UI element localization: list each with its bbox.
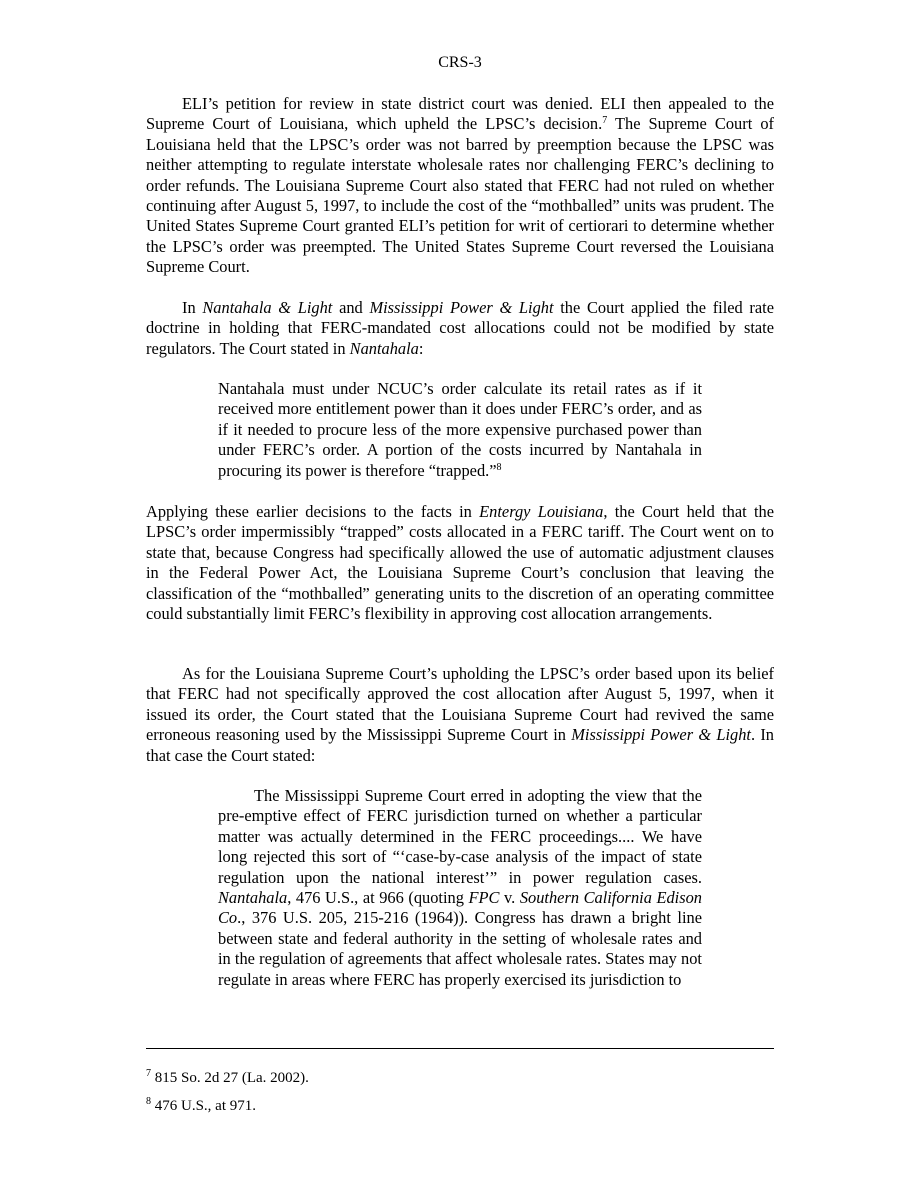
paragraph-text: . In that case the Court stated: — [146, 725, 774, 765]
paragraph-text: The Supreme Court of Louisiana held that the LPSC’s order was not barred by preemption because the LPSC was neither attempting to regulate interstate wholesale rates nor challenging FERC’s declining to order refunds. The Louisiana Supreme Court also stated that FERC had not ruled on whether continuing after August 5, 1997, to include the cost of the “mothballed” units was prudent. The United States Supreme Court granted ELI’s petition for writ of certiorari to determine whether the LPSC’s order was preempted. The United States Supreme Court reversed the Louisiana Supreme Court. — [146, 114, 774, 277]
case-name: Southern California Edison Co — [218, 888, 702, 928]
footnote-number: 7 — [146, 1068, 151, 1079]
footnote-7 — [146, 1069, 774, 1087]
page-header: CRS-3 — [438, 54, 482, 71]
case-name: Mississippi Power & Light — [369, 298, 554, 317]
footnote-number: 8 — [146, 1096, 151, 1107]
paragraph-eli-petition — [146, 94, 774, 278]
paragraph-text: ELI’s petition for review in state district court was denied. ELI then appealed to the Supreme Court of Louisiana, which upheld the LPSC’s decision. — [146, 94, 774, 134]
case-name: Nantahala — [349, 338, 419, 358]
case-name: Entergy Louisiana — [479, 502, 604, 521]
paragraph-text: , the Court held that the LPSC’s order impermissibly “trapped” costs allocated in a FERC tariff. The Court went on to state that, because Congress had specifically allowed the use of automatic adjustment clauses in the Federal Power Act, the Louisiana Supreme Court’s conclusion that leaving the classification of the “mothballed” generating units to the discretion of an operating committee could substantially limit FERC’s flexibility in approving cost allocation arrangements. — [146, 502, 774, 624]
paragraph-text: and — [332, 298, 370, 317]
paragraph-text: the Court applied the filed rate doctrine in holding that FERC-mandated cost allocations could not be modified by state regulators. The Court stated in — [146, 298, 774, 358]
case-name: Nantahala & Light — [202, 298, 333, 317]
case-name: Mississippi Power & Light — [571, 725, 751, 745]
footnote-ref-7: 7 — [602, 115, 608, 127]
quote-text: ., 376 U.S. 205, 215-216 (1964)). Congress has drawn a bright line between state and federal authority in the setting of wholesale rates and in the regulation of agreements that affect wholesale rates. States may not regulate in areas where FERC has properly exercised its jurisdiction to — [218, 908, 702, 989]
paragraph-text: As for the Louisiana Supreme Court’s upholding the LPSC’s order based upon its belief that FERC had not specifically approved the cost allocation after August 5, 1997, when it issued its order, the Court stated that the Louisiana Supreme Court had revived the same erroneous reasoning used by the Mississippi Supreme Court in — [146, 664, 774, 745]
case-name: FPC — [468, 888, 500, 908]
paragraph-text: : — [418, 338, 424, 358]
quote-text: , 476 U.S., at 966 (quoting — [287, 888, 469, 908]
paragraph-louisiana-upholding — [146, 664, 774, 766]
quote-text: v. — [499, 888, 520, 908]
block-quote-mississippi — [218, 786, 702, 990]
paragraph-nantahala — [146, 298, 774, 359]
quote-text: The Mississippi Supreme Court erred in adopting the view that the pre-emptive effect of FERC jurisdiction turned on whether a particular matter was actually determined in the FERC proceedings.... We have long rejected this sort of “‘case-by-case analysis of the impact of state regulation upon the national interest’” in power regulation cases. — [218, 786, 702, 887]
paragraph-entergy — [146, 502, 774, 624]
paragraph-text: Applying these earlier decisions to the facts in — [146, 502, 480, 521]
footnote-8 — [146, 1097, 774, 1115]
footnote-text: 476 U.S., at 971. — [151, 1098, 256, 1114]
block-quote-nantahala — [218, 379, 702, 481]
footnote-ref-8: 8 — [496, 461, 502, 473]
footnote-text: 815 So. 2d 27 (La. 2002). — [151, 1070, 309, 1086]
case-name: Nantahala — [218, 888, 288, 908]
footnote-divider — [146, 1048, 774, 1049]
paragraph-text: In — [182, 298, 203, 317]
quote-text: Nantahala must under NCUC’s order calculate its retail rates as if it received more entitlement power than it does under FERC’s order, and as if it needed to procure less of the more expensive purchased power than under FERC’s order. A portion of the costs incurred by Nantahala in procuring its power is therefore “trapped.” — [218, 379, 702, 480]
